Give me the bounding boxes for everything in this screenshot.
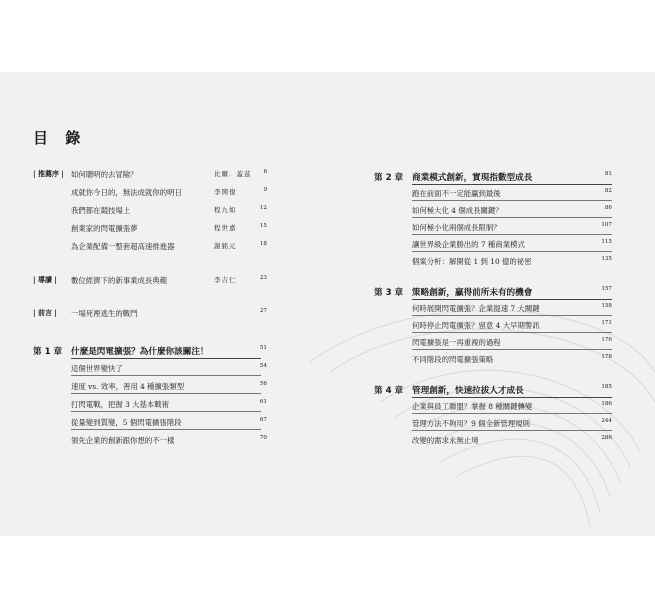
- entry-separator: [412, 217, 612, 218]
- ch4-item-3: [374, 435, 624, 446]
- toc-entry-page: 185: [601, 384, 612, 390]
- toc-entry-text: 這個世界變快了: [71, 364, 123, 373]
- entry-separator: [71, 375, 261, 376]
- toc-entry-page: 107: [601, 222, 612, 228]
- book-page-spread: [0, 72, 655, 536]
- ch2-item-2: [374, 205, 624, 216]
- chapter-4-row: [374, 384, 624, 395]
- ch4-item-2: [374, 418, 624, 429]
- toc-entry-page: 176: [601, 337, 612, 343]
- entry-separator: [71, 429, 261, 430]
- chapter-rule: [71, 358, 261, 359]
- toc-entry-text: 成就你今日的，無法成就你的明日: [71, 188, 182, 197]
- chapter-label: 第 1 章: [33, 347, 63, 357]
- toc-entry-text: 閃電擴張是一再重複的過程: [412, 338, 501, 347]
- toc-entry-text: 企業與員工聯盟？掌握 8 種關鍵轉變: [412, 402, 533, 411]
- ch2-item-3: [374, 222, 624, 233]
- page-title: 目 錄: [33, 129, 87, 147]
- right-column: [374, 171, 624, 471]
- recommend-row-4: [33, 223, 273, 234]
- toc-entry-page: 56: [259, 381, 267, 387]
- section-label-recommend: | 推薦序 |: [33, 169, 64, 178]
- entry-separator: [412, 251, 612, 252]
- toc-entry-text: 不同階段的閃電擴張策略: [412, 355, 494, 364]
- chapter-1-row: [33, 345, 273, 356]
- ch2-item-4: [374, 239, 624, 250]
- toc-entry-text: 個案分析：解開從 1 到 10 億的祕密: [412, 257, 532, 266]
- ch1-item-5: [33, 435, 273, 446]
- chapter-label: 第 3 章: [374, 288, 404, 298]
- entry-separator: [71, 411, 261, 412]
- toc-entry-page: 27: [259, 308, 267, 314]
- toc-entry-text: 打閃電戰，把握 3 大基本戰術: [71, 400, 170, 409]
- toc-entry-page: 286: [601, 435, 612, 441]
- toc-entry-author: 程九如: [214, 206, 237, 214]
- section-label-guide: | 導讀 |: [33, 275, 57, 284]
- recommend-row-5: [33, 241, 273, 252]
- chapter-rule: [412, 397, 612, 398]
- entry-separator: [412, 234, 612, 235]
- chapter-label: 第 2 章: [374, 173, 404, 183]
- toc-entry-page: 178: [601, 354, 612, 360]
- toc-entry-author: 謝銘元: [214, 242, 237, 250]
- toc-entry-text: 一場死裡逃生的戰鬥: [71, 309, 138, 318]
- toc-entry-text: 跑在前面不一定能贏到最後: [412, 189, 501, 198]
- toc-entry-author: 比爾．蓋茲: [214, 170, 252, 178]
- ch1-item-1: [33, 363, 273, 374]
- recommend-row-1: [33, 169, 273, 180]
- toc-entry-text: 如何極大化 4 個成長關鍵？: [412, 206, 503, 215]
- chapter-label: 第 4 章: [374, 386, 404, 396]
- ch3-item-4: [374, 354, 624, 365]
- entry-separator: [412, 349, 612, 350]
- toc-entry-page: 61: [259, 399, 267, 405]
- toc-entry-page: 186: [601, 401, 612, 407]
- chapter-title: 什麼是閃電擴張？為什麼你該關注！: [71, 347, 209, 357]
- ch1-item-2: [33, 381, 273, 392]
- chapter-rule: [412, 299, 612, 300]
- ch1-item-4: [33, 417, 273, 428]
- ch3-item-2: [374, 320, 624, 331]
- entry-separator: [412, 413, 612, 414]
- ch3-item-1: [374, 303, 624, 314]
- toc-entry-page: 157: [601, 286, 612, 292]
- toc-entry-text: 領先企業的創新跟你想的不一樣: [71, 436, 175, 445]
- toc-entry-page: 70: [259, 435, 267, 441]
- recommend-row-3: [33, 205, 273, 216]
- toc-entry-page: 15: [259, 223, 267, 229]
- toc-entry-page: 135: [601, 256, 612, 262]
- toc-entry-author: 程世嘉: [214, 224, 237, 232]
- toc-entry-text: 速度 vs. 效率，善用 4 種擴張類型: [71, 382, 185, 391]
- entry-separator: [412, 315, 612, 316]
- preface-row: [33, 308, 273, 319]
- toc-entry-text: 何時展開閃電擴張？企業提速 7 大關鍵: [412, 304, 540, 313]
- toc-entry-text: 改變的需求永無止境: [412, 436, 479, 445]
- chapter-rule: [412, 184, 612, 185]
- toc-entry-page: 23: [259, 275, 267, 281]
- toc-entry-page: 158: [601, 303, 612, 309]
- toc-entry-text: 讓世界級企業勝出的 7 種商業模式: [412, 240, 525, 249]
- guide-row: [33, 275, 273, 286]
- toc-entry-text: 我們都在競技場上: [71, 206, 131, 215]
- toc-entry-page: 18: [259, 241, 267, 247]
- toc-entry-page: 244: [601, 418, 612, 424]
- entry-separator: [412, 430, 612, 431]
- toc-entry-text: 如何聰明的去冒險？: [71, 170, 138, 179]
- entry-separator: [412, 332, 612, 333]
- toc-entry-text: 如何極小化兩個成長限制？: [412, 223, 501, 232]
- toc-entry-page: 81: [604, 171, 612, 177]
- chapter-2-row: [374, 171, 624, 182]
- toc-entry-page: 12: [259, 205, 267, 211]
- entry-separator: [412, 200, 612, 201]
- toc-entry-text: 為企業配備一整套超高速推進器: [71, 242, 175, 251]
- toc-entry-text: 何時停止閃電擴張？留意 4 大早期警訊: [412, 321, 540, 330]
- toc-entry-page: 67: [259, 417, 267, 423]
- toc-entry-page: 6: [263, 169, 267, 175]
- chapter-title: 策略創新，贏得前所未有的機會: [412, 288, 533, 298]
- toc-entry-page: 54: [259, 363, 267, 369]
- toc-entry-text: 管理方法不夠用？9 個全新管理規則: [412, 419, 530, 428]
- toc-entry-page: 115: [601, 239, 612, 245]
- toc-entry-page: 9: [263, 187, 267, 193]
- toc-entry-page: 171: [601, 320, 612, 326]
- toc-entry-text: 從量變到質變，5 個閃電擴張階段: [71, 418, 182, 427]
- ch3-item-3: [374, 337, 624, 348]
- chapter-title: 商業模式創新，實現指數型成長: [412, 173, 533, 183]
- left-column: [33, 169, 273, 469]
- toc-entry-author: 李吉仁: [214, 276, 237, 284]
- toc-entry-text: 創業家的閃電擴張夢: [71, 224, 138, 233]
- ch2-item-1: [374, 188, 624, 199]
- entry-separator: [71, 393, 261, 394]
- chapter-3-row: [374, 286, 624, 297]
- recommend-row-2: [33, 187, 273, 198]
- toc-entry-page: 51: [259, 345, 267, 351]
- ch4-item-1: [374, 401, 624, 412]
- chapter-title: 管理創新，快速拉拔人才成長: [412, 386, 524, 396]
- toc-entry-page: 82: [604, 188, 612, 194]
- section-label-preface: | 前言 |: [33, 308, 57, 317]
- ch2-item-5: [374, 256, 624, 267]
- toc-entry-page: 86: [604, 205, 612, 211]
- toc-entry-author: 李開復: [214, 188, 237, 196]
- ch1-item-3: [33, 399, 273, 410]
- toc-entry-text: 數位經濟下的新事業成長典範: [71, 276, 168, 285]
